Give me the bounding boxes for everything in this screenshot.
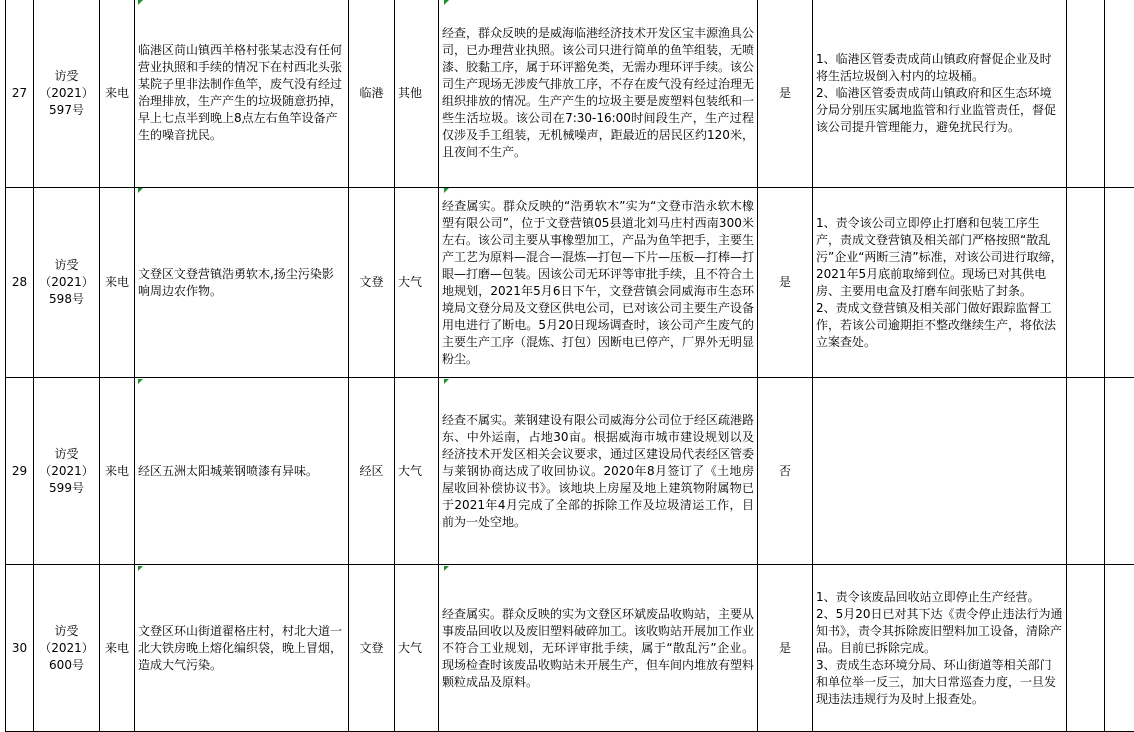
complaint-table [5, 0, 1134, 732]
table-row [6, 565, 1134, 732]
table-row [6, 378, 1134, 565]
verified-flag: 是 [758, 188, 813, 378]
empty-cell [1067, 0, 1105, 188]
case-id: 访受（2021）597号 [34, 0, 100, 188]
table-row [6, 188, 1134, 378]
cell-comment-marker [444, 0, 449, 5]
investigation-result: 经查不属实。莱钢建设有限公司威海分公司位于经区疏港路东、中外运南，占地30亩。根据威海市城市建设规划以及经济技术开发区相关会议要求，通过区建设局代表经区管委与莱钢协商达成了收回协议。2020年8月签订了《土地房屋收回补偿协议书》。该地块上房屋及地上建筑物附属物已于2021年4月完成了全部的拆除工作及垃圾清运工作，目前为一处空地。 [439, 378, 758, 565]
pollution-type: 大气 [395, 188, 439, 378]
complaint-content: 临港区苘山镇西羊格村张某志没有任何营业执照和手续的情况下在村西北头张某院子里非法制作鱼竿，废气没有经过治理排放，生产产生的垃圾随意扔掉，早上七点半到晚上8点左右鱼竿设备产生的噪音扰民。 [135, 0, 349, 188]
verified-flag: 是 [758, 0, 813, 188]
row-number: 29 [6, 378, 34, 565]
investigation-result: 经查属实。群众反映的实为文登区环斌废品收购站，主要从事废品回收以及废旧塑料破碎加工。该收购站开展加工作业不符合工业规划，无环评审批手续，属于“散乱污”企业。现场检查时该废品收购站未开展生产，但车间内堆放有塑料颗粒成品及原料。 [439, 565, 758, 732]
cell-comment-marker [444, 566, 449, 571]
complaint-content: 文登区文登营镇浩勇软木,扬尘污染影响周边农作物。 [135, 188, 349, 378]
cell-comment-marker [444, 379, 449, 384]
empty-cell [1067, 378, 1105, 565]
row-number: 27 [6, 0, 34, 188]
source: 来电 [100, 188, 135, 378]
area: 文登 [349, 565, 395, 732]
case-id: 访受（2021）598号 [34, 188, 100, 378]
empty-cell [1067, 188, 1105, 378]
case-id: 访受（2021）599号 [34, 378, 100, 565]
cell-comment-marker [444, 188, 449, 193]
case-id: 访受（2021）600号 [34, 565, 100, 732]
verified-flag: 否 [758, 378, 813, 565]
empty-cell [1105, 188, 1134, 378]
measures: 1、责令该废品回收站立即停止生产经营。 2、5月20日已对其下达《责令停止违法行为通知书》，责令其拆除废旧塑料加工设备，清除产品。目前已拆除完成。 3、责成生态环境分局、环山街道等相关部门和单位举一反三，加大日常巡查力度，一旦发现违法违规行为及时上报查处。 [813, 565, 1067, 732]
measures: 1、责令该公司立即停止打磨和包装工序生产，责成文登营镇及相关部门严格按照“散乱污”企业“两断三清”标准，对该公司进行取缔，2021年5月底前取缔到位。现场已对其供电房、主要用电盒及打磨车间张贴了封条。 2、责成文登营镇及相关部门做好跟踪监督工作，若该公司逾期拒不整改继续生产，将依法立案查处。 [813, 188, 1067, 378]
complaint-content: 经区五洲太阳城莱钢喷漆有异味。 [135, 378, 349, 565]
cell-comment-marker [138, 0, 143, 5]
source: 来电 [100, 565, 135, 732]
source: 来电 [100, 0, 135, 188]
area: 文登 [349, 188, 395, 378]
cell-comment-marker [138, 566, 143, 571]
cell-comment-marker [138, 188, 143, 193]
empty-cell [1067, 565, 1105, 732]
area: 临港 [349, 0, 395, 188]
pollution-type: 其他 [395, 0, 439, 188]
row-number: 28 [6, 188, 34, 378]
row-number: 30 [6, 565, 34, 732]
investigation-result: 经查属实。群众反映的“浩勇软木”实为“文登市浩永软木橡塑有限公司”，位于文登营镇05县道北刘马庄村西南300米左右。该公司主要从事橡塑加工，产品为鱼竿把手，主要生产工艺为原料—混合—混炼—打包—下片—压板—打棒—打眼—打磨—包装。因该公司无环评等审批手续，且不符合土地规划，2021年5月6日下午，文登营镇会同威海市生态环境局文登分局及文登区供电公司，已对该公司主要生产设备用电进行了断电。5月20日现场调查时，该公司产生废气的主要生产工序（混炼、打包）因断电已停产，厂界外无明显粉尘。 [439, 188, 758, 378]
source: 来电 [100, 378, 135, 565]
table-row [6, 0, 1134, 188]
investigation-result: 经查，群众反映的是威海临港经济技术开发区宝丰源渔具公司，已办理营业执照。该公司只进行简单的鱼竿组装，无喷漆、胶黏工序，属于环评豁免类，无需办理环评手续。该公司生产现场无涉废气排放工序，不存在废气没有经过治理无组织排放的情况。生产产生的垃圾主要是废塑料包装纸和一些生活垃圾。该公司在7:30-16:00时间段生产，生产过程仅涉及手工组装，无机械噪声，距最近的居民区约120米，且夜间不生产。 [439, 0, 758, 188]
pollution-type: 大气 [395, 565, 439, 732]
complaint-content: 文登区环山街道翟格庄村，村北大道一北大铁房晚上熔化编织袋，晚上冒烟，造成大气污染。 [135, 565, 349, 732]
measures: 1、临港区管委责成苘山镇政府督促企业及时将生活垃圾倒入村内的垃圾桶。 2、临港区管委责成苘山镇政府和区生态环境分局分别压实属地监管和行业监管责任，督促该公司提升管理能力，避免扰民行为。 [813, 0, 1067, 188]
empty-cell [1105, 565, 1134, 732]
empty-cell [1105, 378, 1134, 565]
measures [813, 378, 1067, 565]
verified-flag: 是 [758, 565, 813, 732]
pollution-type: 大气 [395, 378, 439, 565]
empty-cell [1105, 0, 1134, 188]
area: 经区 [349, 378, 395, 565]
cell-comment-marker [138, 379, 143, 384]
